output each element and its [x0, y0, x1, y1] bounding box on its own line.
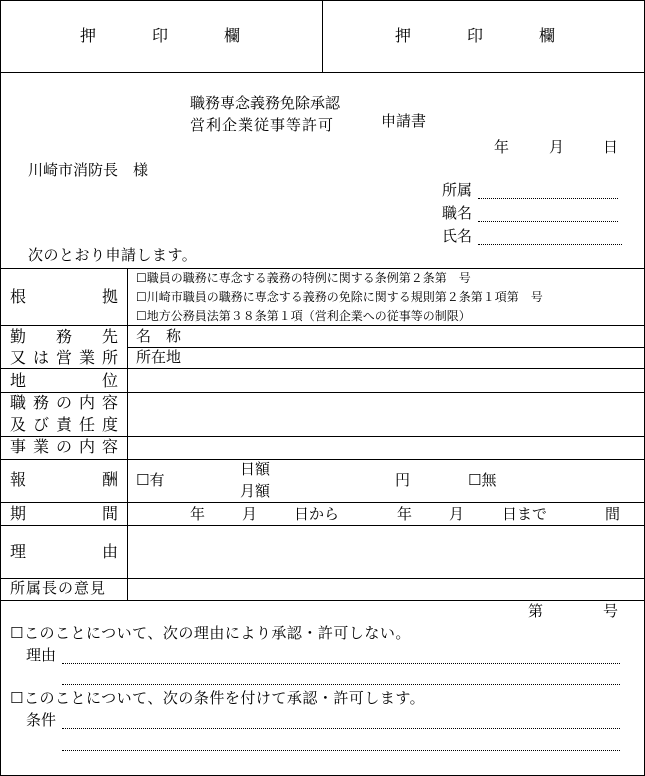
seal-box-right[interactable]: 押 印 欄: [395, 26, 555, 45]
workplace-location-label: 所在地: [136, 348, 182, 366]
applicant-affiliation-label: 所属: [442, 181, 473, 199]
period-day-from: 日から: [294, 505, 340, 523]
remuneration-monthly-label: 月額: [240, 482, 271, 500]
period-label: 期 間: [10, 504, 118, 523]
workplace-name-label: 名 称: [136, 327, 182, 345]
basis-option-3[interactable]: ☐地方公務員法第３８条第１項（営利企業への従事等の制限）: [136, 309, 471, 323]
row-line-duties: [0, 436, 644, 437]
seal-box-left[interactable]: 押 印 欄: [80, 26, 240, 45]
period-month-1: 月: [242, 505, 258, 523]
period-year-2: 年: [397, 505, 413, 523]
approve-checkbox[interactable]: ☐このことについて、次の条件を付けて承認・許可します。: [10, 689, 426, 707]
rank-label: 地 位: [10, 371, 118, 390]
seal-divider: [322, 0, 323, 73]
basis-option-2[interactable]: ☐川崎市職員の職務に専念する義務の免除に関する規則第２条第１項第 号: [136, 290, 543, 304]
deny-checkbox[interactable]: ☐このことについて、次の理由により承認・許可しない。: [10, 624, 411, 642]
remuneration-daily-label: 日額: [240, 460, 271, 478]
name-field[interactable]: [478, 244, 622, 245]
applicant-name-label: 氏名: [442, 227, 473, 245]
period-year-1: 年: [190, 505, 206, 523]
date-month: 月: [549, 138, 565, 156]
addressee: 川崎市消防長 様: [28, 161, 149, 179]
row-line-supervisor: [0, 600, 644, 601]
row-line-workplace: [0, 368, 644, 369]
deny-reason-field-2[interactable]: [62, 684, 620, 685]
workplace-label-2: 又 は 営 業 所: [10, 348, 118, 367]
applicant-position-label: 職名: [442, 204, 473, 222]
approve-condition-label: 条件: [26, 711, 57, 729]
duties-label-2: 及 び 責 任 度: [10, 415, 118, 434]
decision-number-prefix: 第: [528, 602, 544, 620]
duties-label-1: 職 務 の 内 容: [10, 393, 118, 412]
period-month-2: 月: [449, 505, 465, 523]
position-field[interactable]: [478, 221, 618, 222]
supervisor-opinion-label: 所属長の意見: [10, 579, 107, 597]
title-line2: 営利企業従事等許可: [190, 116, 335, 134]
table-label-divider: [127, 268, 128, 601]
table-top-line: [0, 268, 644, 269]
row-line-workplace-mid: [127, 347, 644, 348]
date-year: 年: [494, 138, 510, 156]
approve-condition-field-2[interactable]: [62, 750, 620, 751]
basis-label: 根 拠: [10, 287, 118, 306]
border-left: [0, 0, 1, 776]
seal-bottom-line: [0, 72, 644, 73]
deny-reason-field-1[interactable]: [62, 663, 620, 664]
title-suffix: 申請書: [381, 112, 427, 130]
reason-label: 理 由: [10, 542, 118, 561]
basis-option-1[interactable]: ☐職員の職務に専念する義務の特例に関する条例第２条第 号: [136, 271, 471, 285]
affiliation-field[interactable]: [478, 198, 618, 199]
row-line-basis: [0, 325, 644, 326]
period-day-to: 日まで: [502, 505, 548, 523]
row-line-business: [0, 459, 644, 460]
decision-number-suffix: 号: [603, 602, 619, 620]
business-label: 事 業 の 内 容: [10, 437, 118, 456]
intro-text: 次のとおり申請します。: [28, 246, 198, 264]
workplace-label-1: 勤 務 先: [10, 327, 118, 346]
title-line1: 職務専念義務免除承認: [190, 94, 341, 112]
row-line-remuneration: [0, 502, 644, 503]
period-duration-label: 間: [605, 505, 621, 523]
approve-condition-field-1[interactable]: [62, 728, 620, 729]
deny-reason-label: 理由: [26, 646, 57, 664]
remuneration-yen-label: 円: [395, 471, 411, 489]
row-line-period: [0, 525, 644, 526]
remuneration-label: 報 酬: [10, 470, 118, 489]
remuneration-no-checkbox[interactable]: ☐無: [468, 471, 497, 489]
remuneration-yes-checkbox[interactable]: ☐有: [136, 471, 165, 489]
row-line-rank: [0, 392, 644, 393]
date-day: 日: [603, 138, 619, 156]
